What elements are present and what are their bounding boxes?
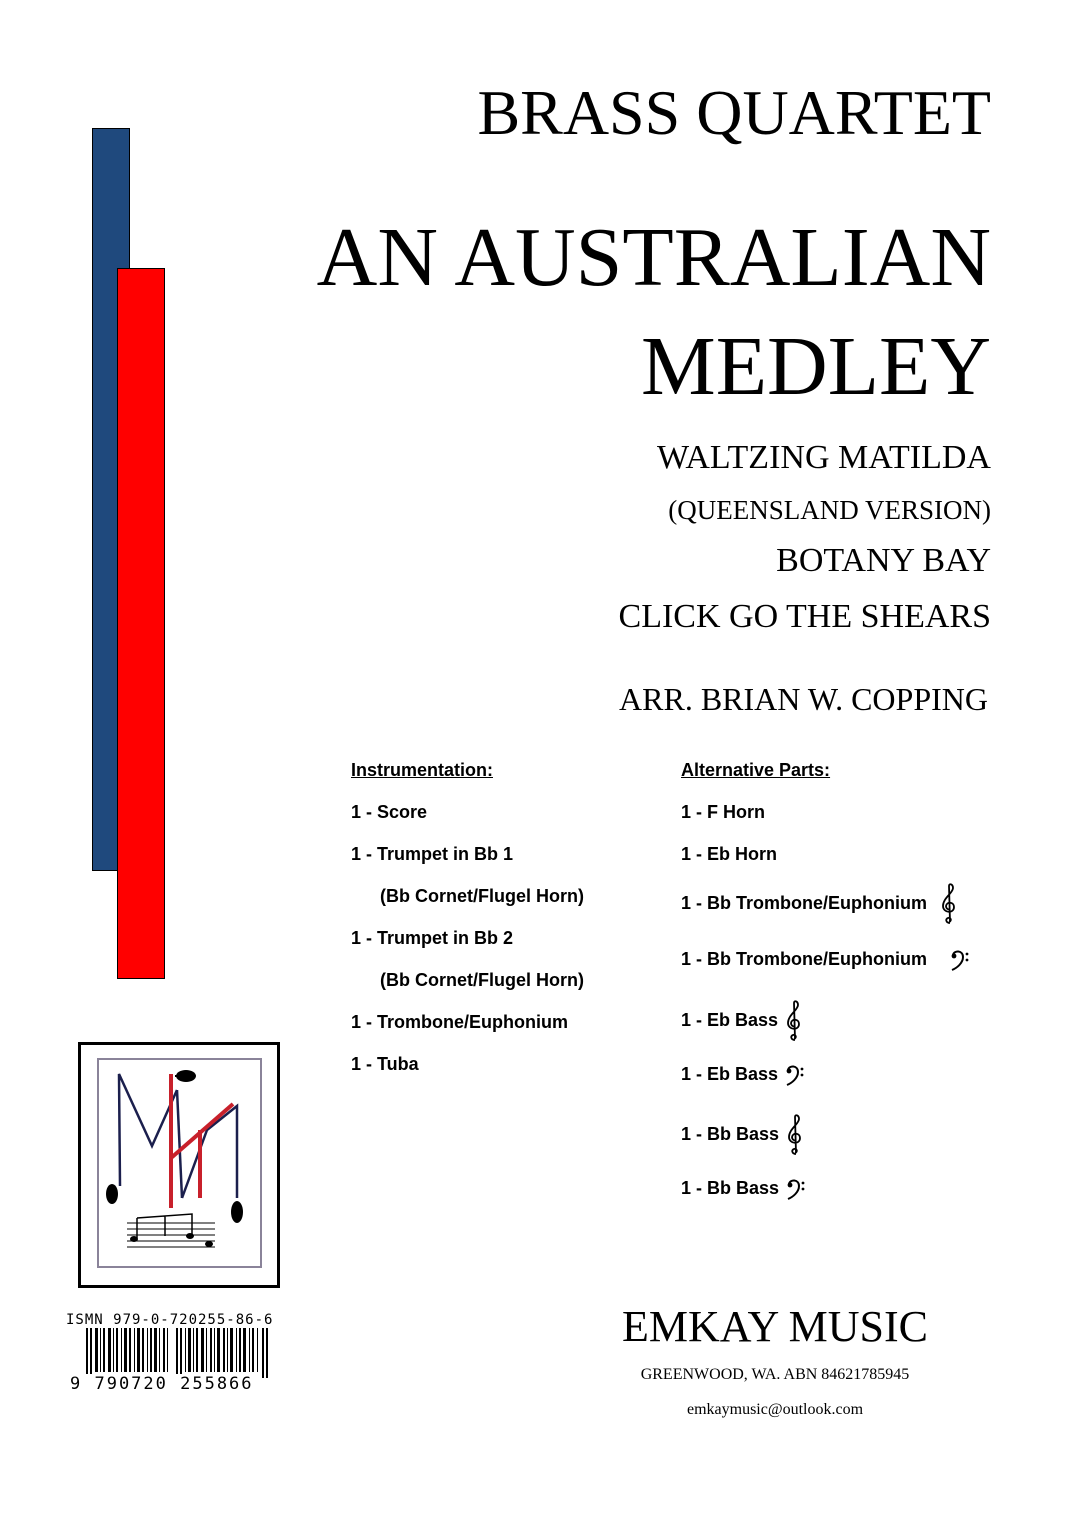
series-title: BRASS QUARTET (477, 77, 991, 148)
instrument-item: 1 - Trumpet in Bb 2 (351, 928, 514, 948)
alt-part-item: 1 - Bb Trombone/Euphonium (681, 949, 970, 971)
treble-clef-icon (940, 883, 958, 925)
instrument-item: 1 - Score (351, 802, 428, 822)
bass-clef-icon (950, 949, 970, 971)
alt-part-item: 1 - Eb Bass (681, 1064, 805, 1086)
main-title-line2: MEDLEY (641, 320, 991, 413)
barcode-icon (86, 1328, 278, 1378)
instrumentation-heading: Instrumentation: (351, 760, 493, 780)
red-decorative-bar (117, 268, 165, 979)
arranger-credit: ARR. BRIAN W. COPPING (619, 681, 988, 717)
bass-clef-icon (785, 1064, 805, 1086)
barcode-digits: 9 790720 255866 (70, 1374, 254, 1394)
treble-clef-icon (785, 1000, 803, 1042)
bass-clef-icon (786, 1178, 806, 1200)
alt-part-item: 1 - Eb Bass (681, 1000, 803, 1042)
song-title-3: CLICK GO THE SHEARS (618, 598, 991, 635)
publisher-email: emkaymusic@outlook.com (686, 1401, 864, 1418)
alt-part-item: 1 - Bb Bass (681, 1178, 806, 1200)
main-title-line1: AN AUSTRALIAN (316, 211, 991, 304)
instrument-item: 1 - Trumpet in Bb 1 (351, 844, 514, 864)
isbn-label: ISMN 979-0-720255-86-6 (66, 1312, 274, 1328)
alt-part-item: 1 - Bb Trombone/Euphonium (681, 883, 958, 925)
instrument-item: 1 - Trombone/Euphonium (351, 1012, 568, 1032)
treble-clef-icon (786, 1114, 804, 1156)
publisher-address: GREENWOOD, WA. ABN 84621785945 (640, 1366, 910, 1383)
instrument-item: 1 - Tuba (351, 1054, 419, 1074)
song-title-2: BOTANY BAY (776, 542, 991, 579)
instrument-note: (Bb Cornet/Flugel Horn) (380, 970, 584, 990)
alt-part-item: 1 - F Horn (681, 802, 765, 822)
alt-part-item: 1 - Bb Bass (681, 1114, 804, 1156)
instrument-note: (Bb Cornet/Flugel Horn) (380, 886, 584, 906)
publisher-name: EMKAY MUSIC (621, 1302, 929, 1351)
song-title-1: WALTZING MATILDA (657, 439, 991, 476)
alt-part-item: 1 - Eb Horn (681, 844, 778, 864)
song-subtitle: (QUEENSLAND VERSION) (668, 495, 991, 525)
alternative-parts-heading: Alternative Parts: (681, 760, 831, 780)
mk-music-logo (97, 1058, 262, 1268)
